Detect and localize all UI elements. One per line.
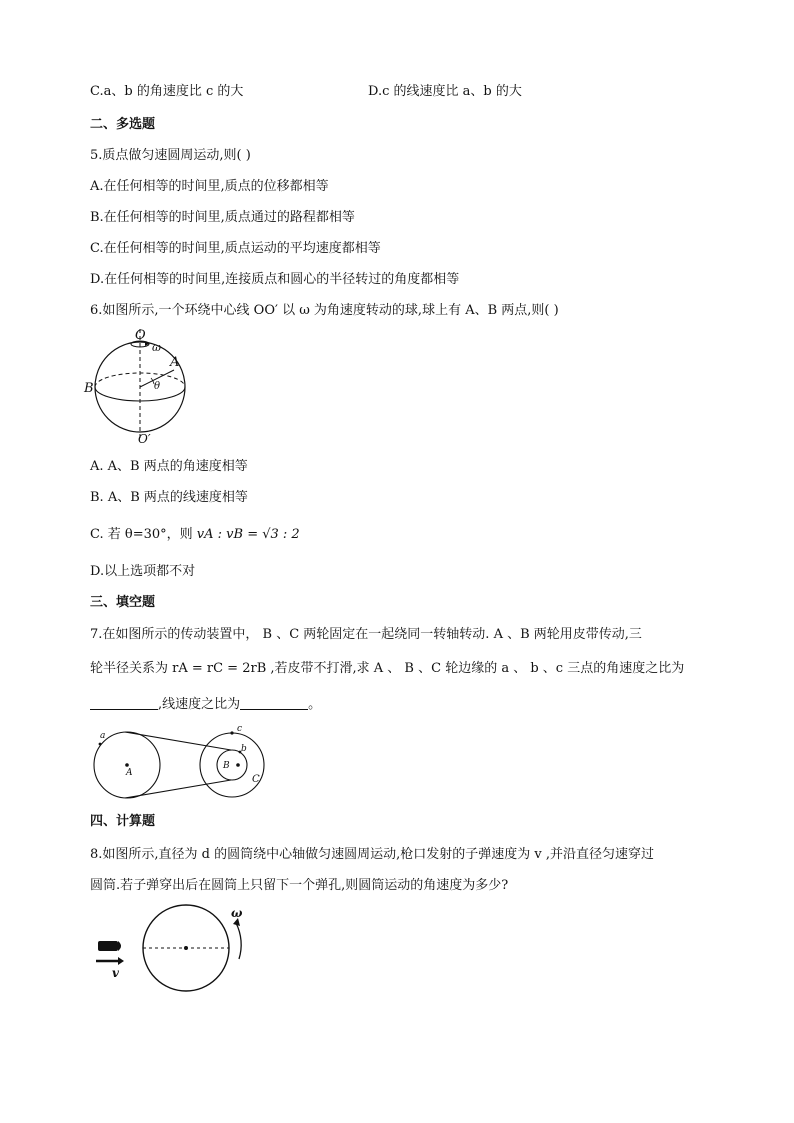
q6-label-top: O [135, 328, 146, 343]
q7-belt-drive-figure [90, 718, 280, 810]
q8-label-omega: ω [231, 906, 243, 920]
q7-label-c: c [237, 724, 243, 734]
q8-line2: 圆筒.若子弹穿出后在圆筒上只留下一个弹孔,则圆筒运动的角速度为多少? [90, 878, 509, 893]
q7-label-b: b [241, 744, 247, 754]
q8-cylinder-figure [94, 905, 264, 995]
q6-label-theta: θ [154, 381, 161, 392]
q5-option-a: A.在任何相等的时间里,质点的位移都相等 [90, 179, 329, 194]
q6-sphere-figure [84, 325, 198, 446]
q7-line3-mid: ,线速度之比为 [158, 697, 241, 712]
q4-option-d: D.c 的线速度比 a、b 的大 [368, 84, 522, 99]
q4-option-c: C.a、b 的角速度比 c 的大 [90, 84, 244, 99]
q6-label-bottom: O′ [138, 432, 151, 446]
q6-option-c-prefix: C. 若 θ=30°，则 [90, 527, 193, 542]
q7-label-B: B [223, 761, 230, 771]
section-title-calculation: 四、计算题 [90, 814, 156, 829]
q7-label-A: A [126, 768, 133, 778]
q8-label-v: v [112, 966, 119, 980]
section-title-fill-in: 三、填空题 [90, 595, 156, 610]
q7-label-a: a [100, 731, 106, 741]
q6-label-omega: ω [152, 341, 161, 354]
q6-option-a: A. A、B 两点的角速度相等 [90, 459, 248, 474]
q7-line2: 轮半径关系为 rA = rC = 2rB ,若皮带不打滑,求 A 、 B 、C 轮边缘的 a 、 b 、c 三点的角速度之比为 [90, 661, 685, 676]
q6-stem: 6.如图所示,一个环绕中心线 OO′ 以 ω 为角速度转动的球,球上有 A、B 两点,则( ) [90, 303, 559, 318]
q5-option-d: D.在任何相等的时间里,连接质点和圆心的半径转过的角度都相等 [90, 272, 460, 287]
q6-option-c-formula: vA : vB = √3 : 2 [196, 527, 300, 542]
q6-option-d: D.以上选项都不对 [90, 564, 196, 579]
q7-answer-blank-angular[interactable] [90, 695, 158, 710]
q7-line3-end: 。 [308, 697, 322, 712]
q6-label-a: A [170, 355, 180, 370]
q7-answer-blank-linear[interactable] [240, 695, 308, 710]
q5-stem: 5.质点做匀速圆周运动,则( ) [90, 148, 251, 163]
q7-line1: 7.在如图所示的传动装置中， B 、C 两轮固定在一起绕同一转轴转动. A 、B 两轮用皮带传动,三 [90, 627, 642, 642]
q7-line3 [90, 695, 321, 715]
q7-label-C: C [252, 774, 260, 785]
q5-option-c: C.在任何相等的时间里,质点运动的平均速度都相等 [90, 241, 381, 256]
bullet-icon [98, 941, 118, 951]
q8-line1: 8.如图所示,直径为 d 的圆筒绕中心轴做匀速圆周运动,枪口发射的子弹速度为 v ,并沿直径匀速穿过 [90, 847, 654, 862]
section-title-multiple-choice: 二、多选题 [90, 117, 156, 132]
q5-option-b: B.在任何相等的时间里,质点通过的路程都相等 [90, 210, 355, 225]
q6-label-b: B [84, 381, 94, 396]
q6-option-c [90, 525, 300, 545]
q6-option-b: B. A、B 两点的线速度相等 [90, 490, 248, 505]
